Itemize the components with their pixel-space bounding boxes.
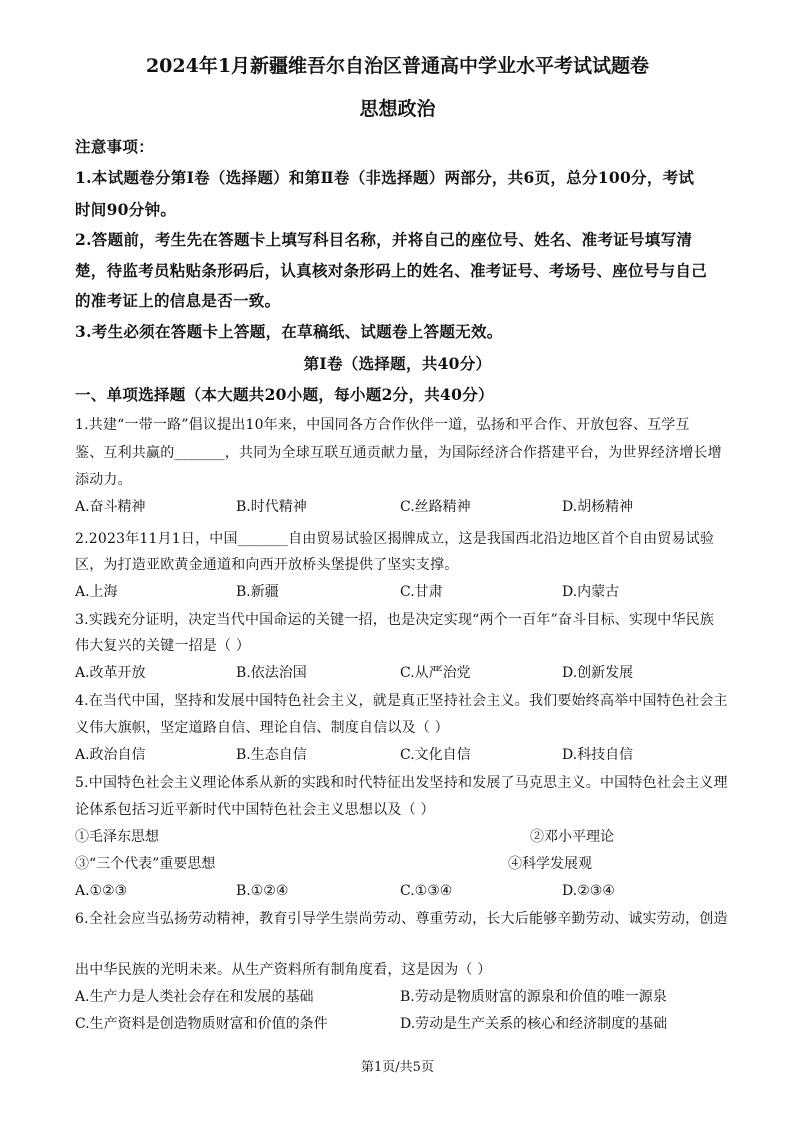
option-a: A.①②③ <box>75 883 128 899</box>
question-6: 出中华民族的光明未来。从生产资料所有制角度看，这是因为（ ） <box>75 962 492 978</box>
notice-line: 楚，待监考员粘贴条形码后，认真核对条形码上的姓名、准考证号、考场号、座位号与自己 <box>75 261 708 280</box>
notice-heading: 注意事项： <box>75 137 155 156</box>
page-footer: 第1页/共5页 <box>361 1060 434 1075</box>
question-1: 添动力。 <box>75 472 132 488</box>
option-c: C.甘肃 <box>400 584 443 600</box>
question-5: 论体系包括习近平新时代中国特色社会主义思想以及（ ） <box>75 802 435 818</box>
question-3: 3.实践充分证明，决定当代中国命运的关键一招，也是决定实现“两个一百年”奋斗目标、实现中华民族 <box>75 612 715 628</box>
question-2: 区，为打造亚欧黄金通道和向西开放桥头堡提供了坚实支撑。 <box>75 557 459 573</box>
section-heading: 一、单项选择题（本大题共20小题，每小题2分，共40分） <box>75 385 494 404</box>
option-d: D.劳动是生产关系的核心和经济制度的基础 <box>400 1016 668 1032</box>
option-c: C.文化自信 <box>400 747 471 763</box>
question-1: 鉴、互利共赢的_______，共同为全球互联互通贡献力量，为国际经济合作搭建平台，为世界经济增长增 <box>75 445 722 461</box>
statement-4: ④科学发展观 <box>508 856 592 872</box>
notice-line: 的准考证上的信息是否一致。 <box>75 291 281 310</box>
notice-line: 3.考生必须在答题卡上答题，在草稿纸、试题卷上答题无效。 <box>75 322 503 341</box>
option-a: A.改革开放 <box>75 665 146 681</box>
option-c: C.①③④ <box>400 883 453 899</box>
question-4: 4.在当代中国，坚持和发展中国特色社会主义，就是真正坚持社会主义。我们要始终高举中国特色社会主 <box>75 693 728 709</box>
option-c: C.生产资料是创造物质财富和价值的条件 <box>75 1016 328 1032</box>
option-a: A.上海 <box>75 584 118 600</box>
question-1: 1.共建“一带一路”倡议提出10年来，中国同各方合作伙伴一道，弘扬和平合作、开放包容、互学互 <box>75 417 690 433</box>
option-c: C.从严治党 <box>400 665 471 681</box>
option-b: B.依法治国 <box>236 665 307 681</box>
option-d: D.创新发展 <box>562 665 634 681</box>
statement-3: ③“三个代表”重要思想 <box>75 856 216 872</box>
option-a: A.生产力是人类社会存在和发展的基础 <box>75 989 314 1005</box>
option-d: D.胡杨精神 <box>562 499 634 515</box>
statement-1: ①毛泽东思想 <box>75 829 159 845</box>
question-3: 伟大复兴的关键一招是（ ） <box>75 638 251 654</box>
option-b: B.①②④ <box>236 883 289 899</box>
exam-title: 2024年1月新疆维吾尔自治区普通高中学业水平考试试题卷 <box>145 55 650 77</box>
option-b: B.时代精神 <box>236 499 307 515</box>
subject-title: 思想政治 <box>359 98 436 120</box>
question-2: 2.2023年11月1日，中国_______自由贸易试验区揭牌成立，这是我国西北沿边地区首个自由贸易试验 <box>75 531 715 547</box>
option-b: B.生态自信 <box>236 747 307 763</box>
question-6: 6.全社会应当弘扬劳动精神，教育引导学生崇尚劳动、尊重劳动，长大后能够辛勤劳动、诚实劳动，创造 <box>75 911 728 927</box>
notice-line: 1.本试题卷分第Ⅰ卷（选择题）和第Ⅱ卷（非选择题）两部分，共6页，总分100分，考试 <box>75 168 695 187</box>
question-4: 义伟大旗帜，坚定道路自信、理论自信、制度自信以及（ ） <box>75 720 449 736</box>
option-a: A.奋斗精神 <box>75 499 146 515</box>
part-heading: 第Ⅰ卷（选择题，共40分） <box>303 354 492 373</box>
option-b: B.劳动是物质财富的源泉和价值的唯一源泉 <box>400 989 667 1005</box>
notice-line: 2.答题前，考生先在答题卡上填写科目名称，并将自己的座位号、姓名、准考证号填写清 <box>75 230 693 249</box>
option-d: D.内蒙古 <box>562 584 620 600</box>
question-5: 5.中国特色社会主义理论体系从新的实践和时代特征出发坚持和发展了马克思主义。中国特色社会主义理 <box>75 775 728 791</box>
option-d: D.②③④ <box>562 883 615 899</box>
statement-2: ②邓小平理论 <box>530 829 614 845</box>
option-d: D.科技自信 <box>562 747 634 763</box>
option-c: C.丝路精神 <box>400 499 471 515</box>
option-a: A.政治自信 <box>75 747 146 763</box>
notice-line: 时间90分钟。 <box>75 200 177 219</box>
option-b: B.新疆 <box>236 584 279 600</box>
